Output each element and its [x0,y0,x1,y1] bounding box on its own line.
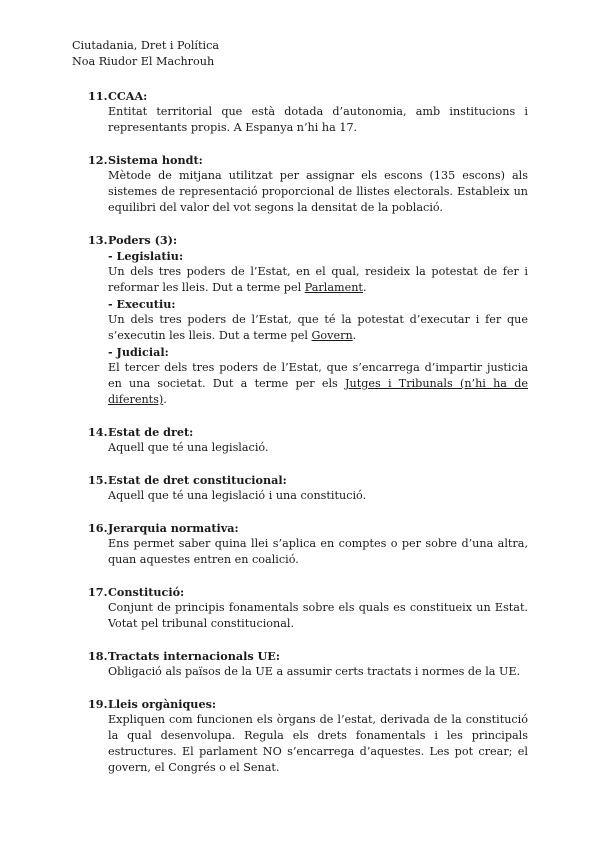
item-title: Constitució: [108,585,185,599]
subsection-label-executiu: - Executiu: [108,297,176,311]
list-item [88,472,528,504]
item-text: Expliquen com funcionen els òrgans de l’estat, derivada de la constitució la qual desenvolupa. Regula els drets fonamentals i les principals estructures. El parlament NO s’encarrega d’aquestes. Les pot crear; el govern, el Congrés o el Senat. [108,713,528,774]
parlament-link[interactable]: Parlament [304,281,363,294]
item-title: Jerarquia normativa: [108,521,239,535]
govern-link[interactable]: Govern [311,329,353,342]
item-text: Conjunt de principis fonamentals sobre els quals es constitueix un Estat. Votat pel tribunal constitucional. [108,601,528,630]
author-name: Noa Riudor El Machrouh [72,55,215,68]
glossary-list [88,88,528,792]
item-title: Poders (3): [108,233,178,247]
item-title: Lleis orgàniques: [108,697,216,711]
item-number: 13. [88,233,108,247]
item-title: Tractats internacionals UE: [108,649,280,663]
subsection-text-executiu: Un dels tres poders de l’Estat, que té la potestat d’executar i fer que s’executin les lleis. Dut a terme pel Govern. [108,313,528,342]
item-text: Aquell que té una legislació. [108,441,269,454]
item-text: Obligació als països de la UE a assumir certs tractats i normes de la UE. [108,665,521,678]
item-number: 12. [88,153,108,167]
item-text: Mètode de mitjana utilitzat per assignar els escons (135 escons) als sistemes de representació proporcional de llistes electorals. Estableix un equilibri del valor del vot segons la densitat de la població. [108,169,528,214]
list-item [88,88,528,136]
list-item [88,424,528,456]
list-item [88,584,528,632]
subsection-text-legislatiu: Un dels tres poders de l’Estat, en el qual, resideix la potestat de fer i reformar les lleis. Dut a terme pel Parlament. [108,265,528,294]
item-number: 19. [88,697,108,711]
course-title: Ciutadania, Dret i Política [72,39,220,52]
jutges-link[interactable]: Jutges i Tribunals (n’hi ha de diferents) [108,377,528,406]
item-number: 17. [88,585,108,599]
subsection-text-judicial: El tercer dels tres poders de l’Estat, que s’encarrega d’impartir justicia en una societat. Dut a terme per els Jutges i Tribunals (n’hi ha de diferents). [108,361,528,406]
item-title: CCAA: [108,89,148,103]
item-text: Ens permet saber quina llei s’aplica en comptes o per sobre d’una altra, quan aquestes entren en coalició. [108,537,528,566]
list-item [88,520,528,568]
item-number: 11. [88,89,108,103]
item-title: Estat de dret: [108,425,194,439]
item-text: Entitat territorial que està dotada d’autonomia, amb institucions i representants propis. A Espanya n’hi ha 17. [108,105,528,134]
subsection-label-legislatiu: - Legislatiu: [108,249,184,263]
item-text: Aquell que té una legislació i una constitució. [108,489,367,502]
item-title: Estat de dret constitucional: [108,473,287,487]
item-title: Sistema hondt: [108,153,203,167]
item-number: 16. [88,521,108,535]
list-item [88,152,528,216]
list-item [88,232,528,408]
subsection-label-judicial: - Judicial: [108,345,169,359]
item-number: 18. [88,649,108,663]
list-item [88,648,528,680]
item-number: 15. [88,473,108,487]
list-item [88,696,528,776]
page-header [72,38,219,70]
item-number: 14. [88,425,108,439]
